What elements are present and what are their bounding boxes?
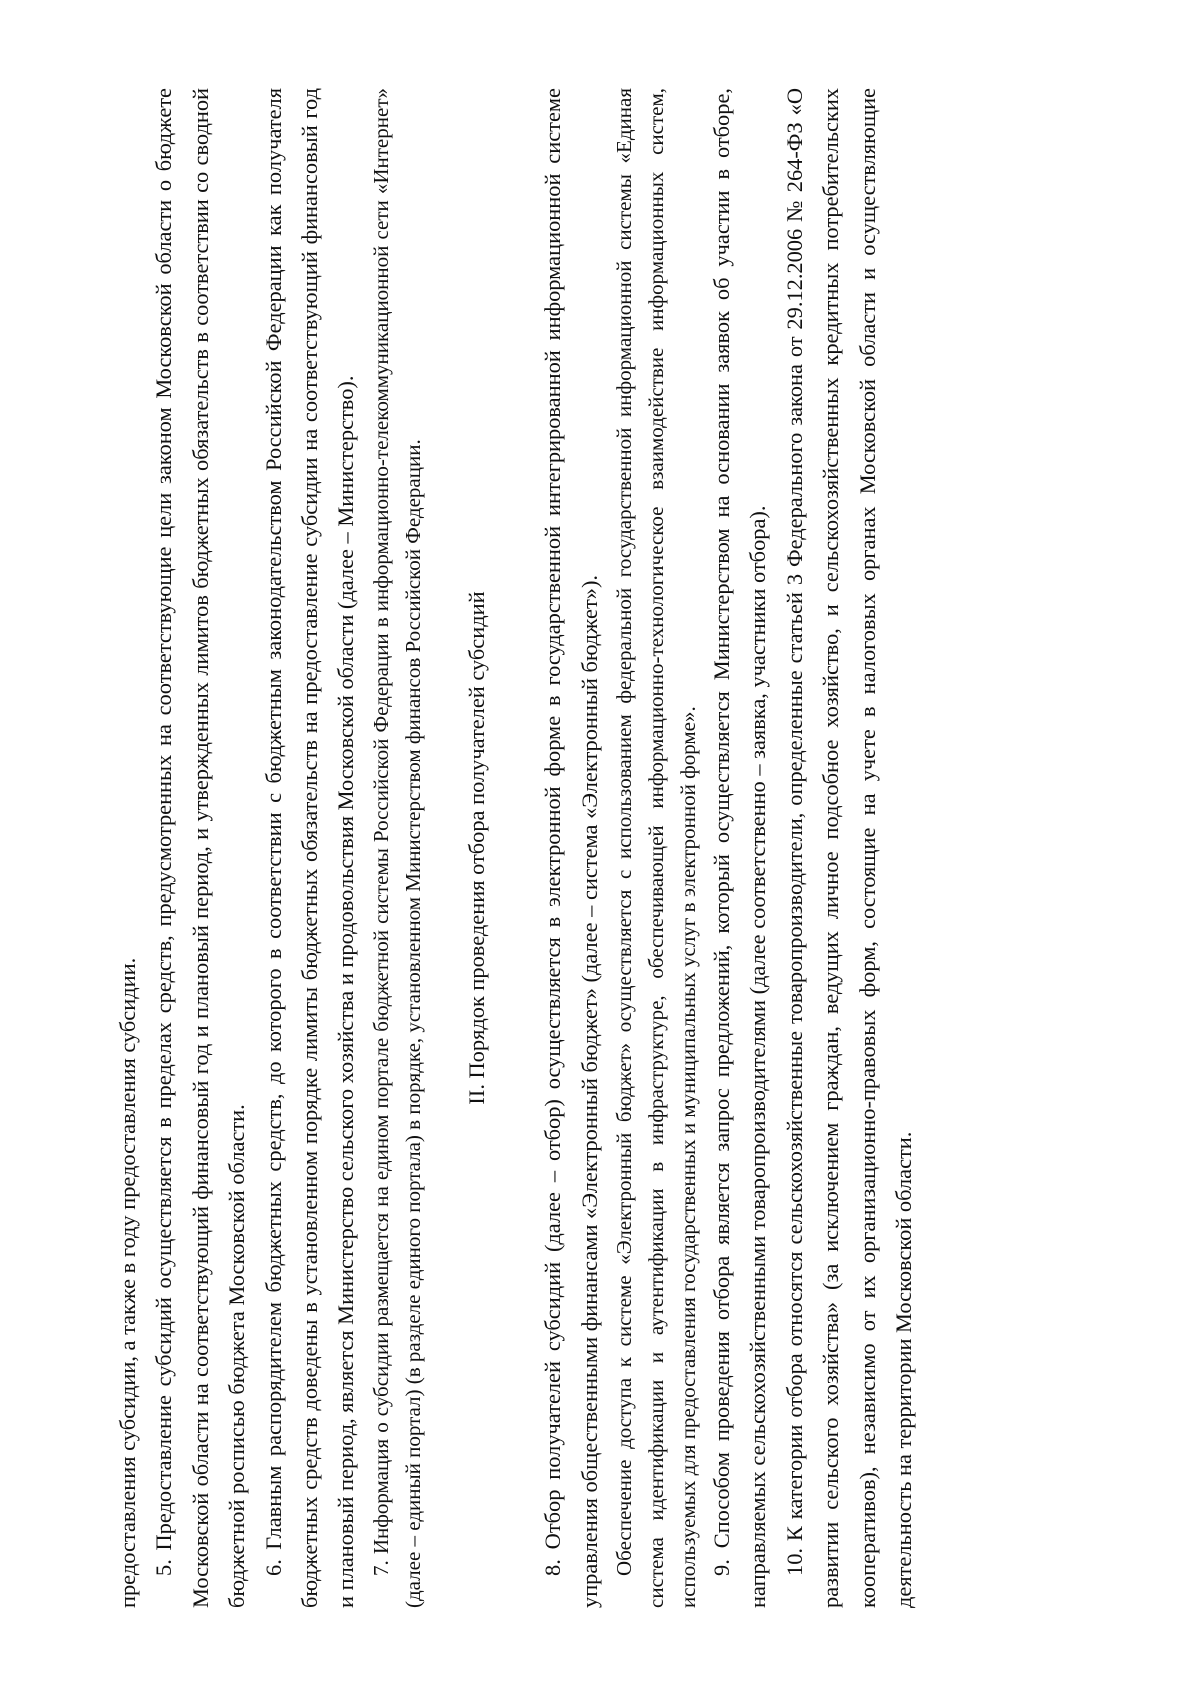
paragraph-10: 10. К категории отбора относятся сельскохозяйственные товаропроизводители, определенные статьей 3 Федерального закона от 29.12.2006 № 264-ФЗ «О развитии сельского хозяйства» (за исключением граждан, ведущих личное подсобное хозяйство, и сельскохозяйственных кредитных потребительских кооперативов), независимо от их организационно-правовых форм, состоящие на учете в налоговых органах Московской области и осуществляющие деятельность на территории Московской области. (781, 88, 917, 1608)
paragraph-8: 8. Отбор получателей субсидий (далее – отбор) осуществляется в электронной форме в государственной интегрированной информационной системе управления общественными финансами «Электронный бюджет» (далее – система «Электронный бюджет»). (540, 88, 602, 1608)
paragraph-7: 7. Информация о субсидии размещается на едином портале бюджетной системы Российской Федерации в информационно-телекоммуникационной сети «Интернет» (далее – единый портал) (в разделе единого портала) в порядке, установленном Министерством финансов Российской Федерации. (368, 88, 425, 1608)
document-text-block (110, 88, 1090, 1608)
section-heading: II. Порядок проведения отбора получателей субсидий (463, 591, 489, 1105)
paragraph-6: 6. Главным распорядителем бюджетных средств, до которого в соответствии с бюджетным законодательством Российской Федерации как получателя бюджетных средств доведены в установленном порядке лимиты бюджетных обязательств на предоставление субсидии на соответствующий финансовый год и плановый период, является Министерство сельского хозяйства и продовольствия Московской области (далее – Министерство). (260, 88, 359, 1608)
paragraph-5: 5. Предоставление субсидий осуществляется в пределах средств, предусмотренных на соответствующие цели законом Московской области о бюджете Московской области на соответствующий финансовый год и плановый период, и утвержденных лимитов бюджетных обязательств в соответствии со сводной бюджетной росписью бюджета Московской области. (151, 88, 250, 1608)
paragraph-8-access: Обеспечение доступа к системе «Электронный бюджет» осуществляется с использованием федеральной государственной информационной системы «Единая система идентификации и аутентификации в инфраструктуре, обеспечивающей информационно-технологическое взаимодействие информационных систем, используемых для предоставления государственных и муниципальных услуг в электронной форме». (612, 88, 701, 1608)
paragraph-9: 9. Способом проведения отбора является запрос предложений, который осуществляется Министерством на основании заявок об участии в отборе, направляемых сельскохозяйственными товаропроизводителями (далее соответственно – заявка, участники отбора). (709, 88, 771, 1608)
paragraph-intro: предоставления субсидии, а также в году предоставления субсидии. (115, 957, 140, 1608)
